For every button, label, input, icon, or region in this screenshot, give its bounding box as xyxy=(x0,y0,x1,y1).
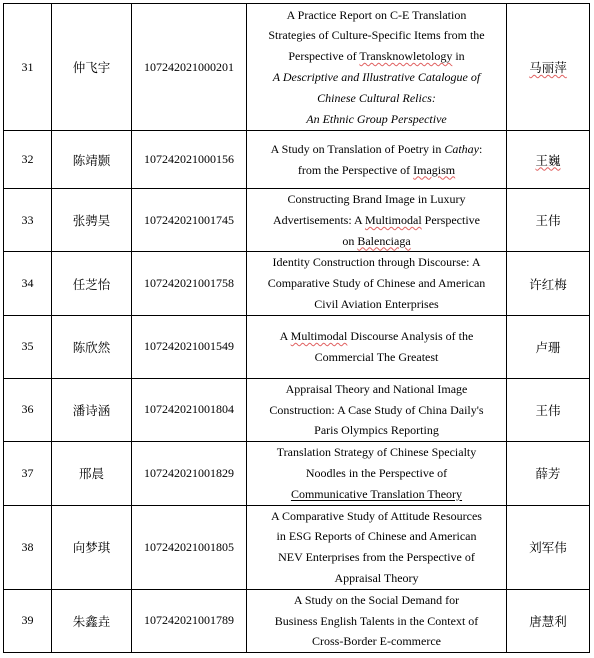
student-id: 107242021001549 xyxy=(132,315,247,378)
title-line xyxy=(251,506,502,527)
title-segment: A Comparative Study of Attitude Resources xyxy=(271,508,482,523)
title-line xyxy=(251,273,502,294)
row-number: 32 xyxy=(4,131,52,189)
thesis-title xyxy=(247,589,507,652)
title-line xyxy=(251,189,502,210)
title-segment: Appraisal Theory and National Image xyxy=(285,381,468,396)
row-number: 35 xyxy=(4,315,52,378)
student-name: 潘诗涵 xyxy=(52,378,132,441)
advisor-name xyxy=(507,442,590,505)
title-segment: Translation Strategy of Chinese Specialty xyxy=(276,445,477,460)
student-id: 107242021001745 xyxy=(132,189,247,252)
title-segment: An Ethnic Group Perspective xyxy=(306,111,447,126)
advisor-name-text: 薛芳 xyxy=(535,466,561,482)
title-segment: Comparative Study of Chinese and American xyxy=(267,276,486,291)
advisor-name-text: 王巍 xyxy=(535,152,561,168)
student-name: 朱鑫垚 xyxy=(52,589,132,652)
student-name: 向梦琪 xyxy=(52,505,132,589)
advisor-name-text: 许红梅 xyxy=(529,276,567,292)
advisor-name xyxy=(507,378,590,441)
student-id: 107242021001805 xyxy=(132,505,247,589)
title-line xyxy=(251,463,502,484)
title-line xyxy=(251,326,502,347)
thesis-title xyxy=(247,378,507,441)
advisor-name xyxy=(507,505,590,589)
title-segment: Noodles in the Perspective of xyxy=(305,465,448,480)
title-segment: Commercial The Greatest xyxy=(314,349,439,364)
title-line xyxy=(251,631,502,652)
table-body xyxy=(4,4,590,653)
title-line xyxy=(251,210,502,231)
title-line xyxy=(251,139,502,160)
title-line xyxy=(251,294,502,315)
advisor-name-text: 唐慧利 xyxy=(529,613,567,629)
advisor-name-text: 王伟 xyxy=(535,402,561,418)
title-segment: Communicative Translation Theory xyxy=(290,486,463,501)
student-id: 107242021000156 xyxy=(132,131,247,189)
table-row xyxy=(4,315,590,378)
title-segment: Paris Olympics Reporting xyxy=(314,423,439,438)
title-segment: Multimodal xyxy=(290,328,348,343)
student-id: 107242021001804 xyxy=(132,378,247,441)
title-segment: Business English Talents in the Context of xyxy=(274,613,479,628)
table-row xyxy=(4,131,590,189)
table-row xyxy=(4,378,590,441)
advisor-name xyxy=(507,589,590,652)
title-segment: Cathay xyxy=(444,141,479,156)
title-segment: Perspective of xyxy=(288,49,360,64)
title-segment: Cross-Border E-commerce xyxy=(312,634,441,649)
thesis-title xyxy=(247,505,507,589)
student-name: 邢晨 xyxy=(52,442,132,505)
title-segment: A Study on Translation of Poetry in xyxy=(270,141,445,156)
thesis-title xyxy=(247,4,507,131)
title-line xyxy=(251,547,502,568)
title-line xyxy=(251,568,502,589)
title-line xyxy=(251,420,502,441)
title-segment: Civil Aviation Enterprises xyxy=(314,296,439,311)
student-name: 张骋昊 xyxy=(52,189,132,252)
title-segment: Strategies of Culture-Specific Items from the xyxy=(268,28,485,43)
table-row xyxy=(4,4,590,131)
title-line xyxy=(251,109,502,130)
row-number: 33 xyxy=(4,189,52,252)
table-row xyxy=(4,505,590,589)
title-segment: A xyxy=(279,328,291,343)
row-number: 31 xyxy=(4,4,52,131)
title-line xyxy=(251,400,502,421)
thesis-list-table xyxy=(3,3,590,653)
title-line xyxy=(251,46,502,67)
thesis-title xyxy=(247,189,507,252)
title-line xyxy=(251,611,502,632)
title-line xyxy=(251,231,502,252)
table-row xyxy=(4,252,590,315)
title-segment: Perspective xyxy=(421,212,480,227)
title-segment: A Study on the Social Demand for xyxy=(293,592,460,607)
table-row xyxy=(4,442,590,505)
title-segment: on xyxy=(342,233,358,248)
advisor-name-text: 马丽萍 xyxy=(529,60,567,75)
row-number: 34 xyxy=(4,252,52,315)
row-number: 36 xyxy=(4,378,52,441)
title-segment: Identity Construction through Discourse: A xyxy=(272,255,481,270)
title-segment: Appraisal Theory xyxy=(334,570,419,585)
advisor-name-text: 刘军伟 xyxy=(529,540,567,556)
advisor-name xyxy=(507,315,590,378)
title-segment: Constructing Brand Image in Luxury xyxy=(287,192,466,206)
thesis-title xyxy=(247,442,507,505)
student-name: 仲飞宇 xyxy=(52,4,132,131)
title-line xyxy=(251,590,502,611)
title-line xyxy=(251,67,502,88)
title-segment: Chinese Cultural Relics: xyxy=(317,90,436,105)
student-id: 107242021000201 xyxy=(132,4,247,131)
title-line xyxy=(251,25,502,46)
title-segment: A Descriptive and Illustrative Catalogue of xyxy=(272,70,481,84)
title-line xyxy=(251,442,502,463)
title-line xyxy=(251,379,502,400)
title-line xyxy=(251,160,502,181)
student-id: 107242021001829 xyxy=(132,442,247,505)
title-segment: Construction: A Case Study of China Daily's xyxy=(269,402,484,417)
advisor-name-text: 卢珊 xyxy=(535,339,561,355)
advisor-name-text: 王伟 xyxy=(535,213,561,229)
title-line xyxy=(251,484,502,505)
table-row xyxy=(4,589,590,652)
student-name: 陈靖颢 xyxy=(52,131,132,189)
thesis-title xyxy=(247,131,507,189)
title-segment: Imagism xyxy=(413,162,456,177)
student-id: 107242021001789 xyxy=(132,589,247,652)
title-segment: in ESG Reports of Chinese and American xyxy=(276,529,477,544)
title-segment: Balenciaga xyxy=(357,233,411,248)
student-id: 107242021001758 xyxy=(132,252,247,315)
advisor-name xyxy=(507,189,590,252)
title-line xyxy=(251,526,502,547)
title-segment: Advertisements: A xyxy=(273,212,365,227)
title-segment: NEV Enterprises from the Perspective of xyxy=(278,550,475,565)
student-name: 陈欣然 xyxy=(52,315,132,378)
title-line xyxy=(251,252,502,273)
title-line xyxy=(251,88,502,109)
title-segment: A Practice Report on C-E Translation xyxy=(286,7,467,22)
advisor-name xyxy=(507,252,590,315)
thesis-title xyxy=(247,252,507,315)
title-segment: : xyxy=(479,141,483,156)
table-row xyxy=(4,189,590,252)
title-segment: from the Perspective of xyxy=(297,162,414,177)
row-number: 37 xyxy=(4,442,52,505)
row-number: 38 xyxy=(4,505,52,589)
row-number: 39 xyxy=(4,589,52,652)
advisor-name xyxy=(507,4,590,131)
thesis-title xyxy=(247,315,507,378)
title-line xyxy=(251,347,502,368)
advisor-name xyxy=(507,131,590,189)
title-segment: Discourse Analysis of the xyxy=(347,328,474,343)
student-name: 任芝怡 xyxy=(52,252,132,315)
title-line xyxy=(251,5,502,26)
title-segment: in xyxy=(452,49,465,64)
title-segment: Transknowletology xyxy=(359,49,453,64)
title-segment: Multimodal xyxy=(365,212,422,227)
